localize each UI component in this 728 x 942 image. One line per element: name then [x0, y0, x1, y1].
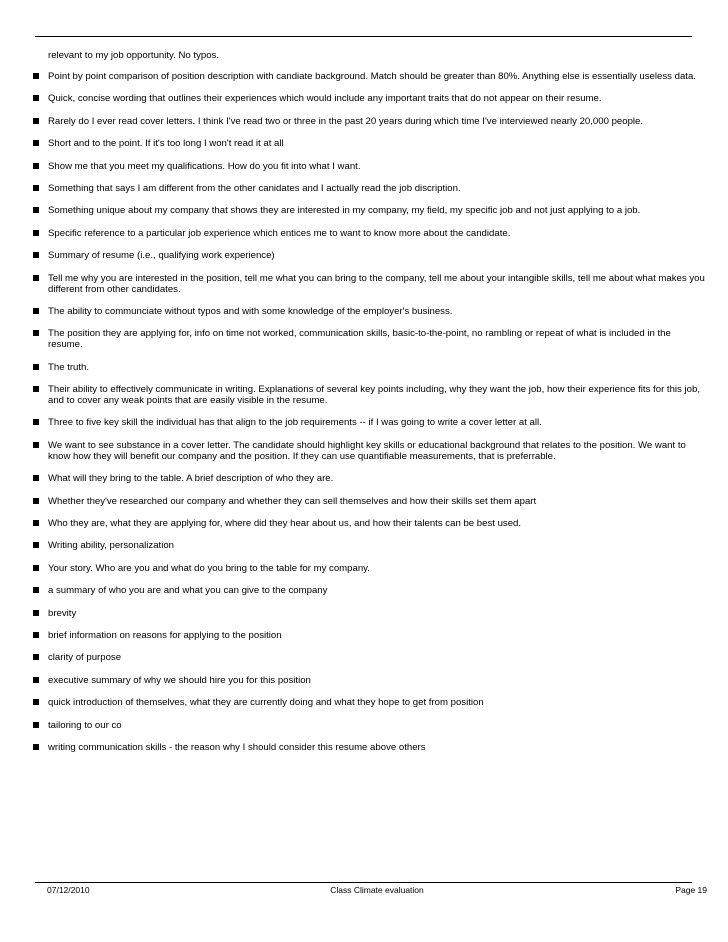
list-item: [33, 205, 705, 216]
list-item-text: Something unique about my company that shows they are interested in my company, my field, my specific job and not just applying to a job.: [48, 205, 641, 217]
square-bullet-icon: [33, 185, 39, 191]
list-item: [33, 742, 705, 753]
list-item-text: Show me that you meet my qualifications. How do you fit into what I want.: [48, 160, 361, 172]
continued-response-text: relevant to my job opportunity. No typos.: [48, 50, 219, 61]
list-item: [33, 71, 705, 82]
square-bullet-icon: [33, 230, 39, 236]
list-item-text: quick introduction of themselves, what they are currently doing and what they hope to get from position: [48, 697, 484, 709]
square-bullet-icon: [33, 330, 39, 336]
square-bullet-icon: [33, 475, 39, 481]
list-item: [33, 116, 705, 127]
list-item: [33, 138, 705, 149]
square-bullet-icon: [33, 364, 39, 370]
list-item-text: Rarely do I ever read cover letters. I think I've read two or three in the past 20 years during which time I've interviewed nearly 20,000 people.: [48, 115, 644, 127]
square-bullet-icon: [33, 610, 39, 616]
square-bullet-icon: [33, 722, 39, 728]
list-item: [33, 306, 705, 317]
list-item: [33, 585, 705, 596]
list-item-text: What will they bring to the table. A brief description of who they are.: [48, 473, 334, 485]
list-item-text: tailoring to our co: [48, 719, 122, 731]
footer-title: Class Climate evaluation: [330, 885, 424, 895]
list-item: [33, 630, 705, 641]
list-item: [33, 675, 705, 686]
list-item-text: Who they are, what they are applying for, where did they hear about us, and how their talents can be best used.: [48, 518, 522, 530]
list-item-text: writing communication skills - the reason why I should consider this resume above others: [48, 741, 426, 753]
list-item-text: executive summary of why we should hire you for this position: [48, 674, 311, 686]
square-bullet-icon: [33, 308, 39, 314]
square-bullet-icon: [33, 95, 39, 101]
square-bullet-icon: [33, 275, 39, 281]
list-item: [33, 384, 705, 406]
list-item: [33, 417, 705, 428]
list-item-text: Tell me why you are interested in the position, tell me what you can bring to the company, tell me about your intangible skills, tell me about what makes you different from other candidates.: [48, 272, 705, 295]
list-item-text: The ability to communciate without typos and with some knowledge of the employer's business.: [48, 305, 453, 317]
response-list: [33, 44, 705, 764]
list-item-text: Quick, concise wording that outlines their experiences which would include any important traits that do not appear on their resume.: [48, 93, 602, 105]
list-item-text: brevity: [48, 607, 77, 619]
list-item-text: Specific reference to a particular job experience which entices me to want to know more about the candidate.: [48, 227, 511, 239]
square-bullet-icon: [33, 386, 39, 392]
square-bullet-icon: [33, 565, 39, 571]
list-item: [33, 563, 705, 574]
list-item-text: Point by point comparison of position description with candiate background. Match should be greater than 80%. Anything else is essentially useless data.: [48, 71, 696, 82]
list-item-text: Three to five key skill the individual has that align to the job requirements -- if I was going to write a cover letter at all.: [48, 417, 542, 429]
square-bullet-icon: [33, 118, 39, 124]
square-bullet-icon: [33, 207, 39, 213]
list-item: [33, 161, 705, 172]
footer-date: 07/12/2010: [47, 885, 90, 895]
list-item-text: Whether they've researched our company and whether they can sell themselves and how their skills set them apart: [48, 495, 537, 507]
top-divider: [35, 36, 692, 37]
list-item-text: Writing ability, personalization: [48, 540, 175, 552]
square-bullet-icon: [33, 442, 39, 448]
square-bullet-icon: [33, 632, 39, 638]
square-bullet-icon: [33, 498, 39, 504]
list-item: [33, 496, 705, 507]
square-bullet-icon: [33, 654, 39, 660]
list-item-text: Your story. Who are you and what do you bring to the table for my company.: [48, 562, 370, 574]
list-item-text: brief information on reasons for applying to the position: [48, 629, 282, 641]
list-item-text: Summary of resume (i.e., qualifying work experience): [48, 250, 275, 262]
list-item: [33, 328, 705, 350]
square-bullet-icon: [33, 140, 39, 146]
list-item-text: Their ability to effectively communicate in writing. Explanations of several key points including, why they want the job, how their experience fits for this job, and to cover any weak points that are easily visible in the resume.: [48, 384, 700, 407]
list-item: [33, 93, 705, 104]
footer-page-number: Page 19: [675, 885, 707, 895]
list-item: [33, 608, 705, 619]
list-item: [33, 228, 705, 239]
square-bullet-icon: [33, 520, 39, 526]
square-bullet-icon: [33, 587, 39, 593]
list-item-text: Short and to the point. If it's too long I won't read it at all: [48, 138, 284, 150]
list-item: [33, 473, 705, 484]
square-bullet-icon: [33, 73, 39, 79]
list-item: [33, 273, 705, 295]
list-item-text: clarity of purpose: [48, 652, 122, 664]
list-item: [33, 697, 705, 708]
list-item: [33, 720, 705, 731]
footer-divider: [35, 882, 692, 883]
list-item-text: The position they are applying for, info on time not worked, communication skills, basic-to-the-point, no rambling or repeat of what is included in the resume.: [48, 328, 671, 351]
list-item: [33, 250, 705, 261]
list-item-text: We want to see substance in a cover letter. The candidate should highlight key skills or educational background that relates to the position. We want to know how they will benefit our company and the position. If they can use quantifiable measurements, that is preferrable.: [48, 439, 686, 462]
square-bullet-icon: [33, 542, 39, 548]
list-item-text: The truth.: [48, 361, 90, 373]
list-item: [33, 440, 705, 462]
list-item: [33, 362, 705, 373]
list-item: [33, 518, 705, 529]
square-bullet-icon: [33, 677, 39, 683]
list-item-text: Something that says I am different from the other canidates and I actually read the job discription.: [48, 182, 461, 194]
list-item: [33, 652, 705, 663]
square-bullet-icon: [33, 699, 39, 705]
list-item-text: a summary of who you are and what you can give to the company: [48, 585, 328, 597]
square-bullet-icon: [33, 163, 39, 169]
square-bullet-icon: [33, 419, 39, 425]
square-bullet-icon: [33, 252, 39, 258]
list-item: [33, 540, 705, 551]
list-item: [33, 183, 705, 194]
square-bullet-icon: [33, 744, 39, 750]
